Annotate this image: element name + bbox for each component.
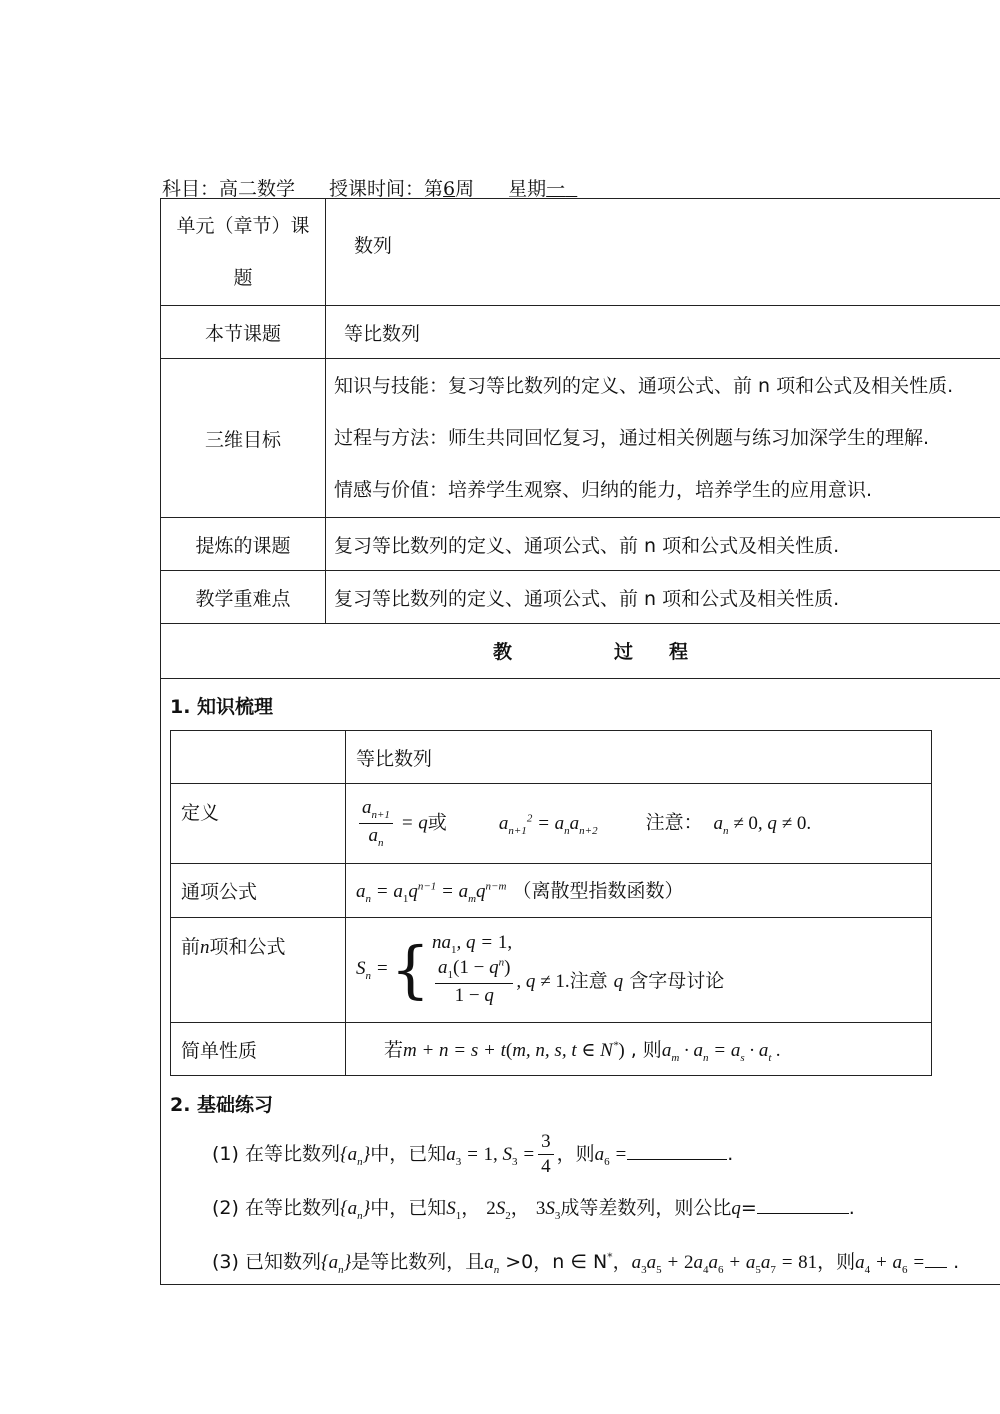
definition-row (171, 784, 932, 864)
exercise-3-blank[interactable] (925, 1249, 947, 1268)
sum-label: 前n项和公式 (171, 918, 346, 1023)
lesson-info-table (160, 198, 1000, 624)
goal-knowledge: 知识与技能：复习等比数列的定义、通项公式、前 n 项和公式及相关性质. (334, 375, 954, 397)
property-label: 简单性质 (171, 1023, 346, 1076)
sum-value: $S_n$ = { $na_1$, q = 1, $\frac{a_1(1 - q^n)}{1 - q}$ , q ≠ 1.注意 q 含字母讨论 (346, 918, 932, 1023)
knowledge-table (170, 730, 932, 1076)
weekday-label: 星期 (508, 178, 547, 200)
general-term-label: 通项公式 (171, 864, 346, 918)
section-practice-title: 2. 基础练习 (170, 1094, 274, 1116)
property-row (171, 1023, 932, 1076)
section-knowledge-title: 1. 知识梳理 (170, 696, 274, 718)
subject-value: 高二数学 (219, 178, 296, 200)
topic-label: 本节课题 (161, 306, 326, 359)
definition-label: 定义 (171, 784, 346, 864)
unit-row (161, 199, 1000, 306)
process-border (160, 679, 162, 1285)
unit-value: 数列 (326, 199, 1000, 306)
unit-label: 单元（章节）课题 (161, 199, 326, 306)
definition-value: $\frac{a_{n+1}}{a_n}$ = q或 $a_{n+1}^2 = a_na_{n+2}$ 注意： $a_n \ne 0$, q ≠ 0. (346, 784, 932, 864)
exercise-1-blank[interactable] (627, 1141, 727, 1160)
subject-label: 科目： (162, 178, 220, 200)
process-bottom-border (160, 1284, 1000, 1285)
goals-value (326, 359, 1000, 518)
process-char-1: 教 (492, 641, 512, 663)
exercise-1: (1) 在等比数列$\{a_n\}$中，已知$a_3 = 1$, $S_3$ = $\frac{3}{4}$ ，则$a_6$ = . (212, 1131, 734, 1177)
week-unit: 周 (455, 178, 475, 200)
general-term-value: $a_n = a_1q^{n-1} = a_mq^{n-m}$ （离散型指数函数） (346, 864, 932, 918)
goal-emotion: 情感与价值：培养学生观察、归纳的能力，培养学生的应用意识. (334, 479, 873, 501)
knowledge-header: 等比数列 (346, 731, 932, 784)
topic-row (161, 306, 1000, 359)
lesson-header (162, 174, 577, 201)
keypoints-row (161, 571, 1000, 624)
time-label: 授课时间：第 (329, 178, 444, 200)
topic-value: 等比数列 (326, 306, 1000, 359)
process-char-3: 程 (669, 641, 689, 663)
keypoints-label: 教学重难点 (161, 571, 326, 624)
property-value: 若m + n = s + t(m, n, s, t ∈ N*) , 则$a_m \cdot a_n = a_s \cdot a_t$ . (346, 1023, 932, 1076)
exercise-2: (2) 在等比数列$\{a_n\}$中，已知$S_1$， $2S_2$， $3S_3$成等差数列，则公比q= . (212, 1197, 855, 1222)
goals-label: 三维目标 (161, 359, 326, 518)
weekday-value: 一 (546, 178, 566, 200)
refined-label: 提炼的课题 (161, 518, 326, 571)
goal-process: 过程与方法：师生共同回忆复习，通过相关例题与练习加深学生的理解. (334, 427, 930, 449)
sum-row (171, 918, 932, 1023)
knowledge-header-row (171, 731, 932, 784)
week-number: 6 (443, 178, 456, 200)
refined-row (161, 518, 1000, 571)
exercise-3: (3) 已知数列$\{a_n\}$是等比数列，且$a_n >0$，n ∈ N*，$a_3a_5 + 2a_4a_6 + a_5a_7 = 81$，则$a_4 + a_6$ = . (212, 1250, 960, 1276)
keypoints-value: 复习等比数列的定义、通项公式、前 n 项和公式及相关性质. (326, 571, 1000, 624)
exercise-2-blank[interactable] (757, 1195, 849, 1214)
goals-row (161, 359, 1000, 518)
general-term-row (171, 864, 932, 918)
refined-value: 复习等比数列的定义、通项公式、前 n 项和公式及相关性质. (326, 518, 1000, 571)
process-char-2: 过 (613, 641, 633, 663)
process-heading (160, 623, 1000, 679)
